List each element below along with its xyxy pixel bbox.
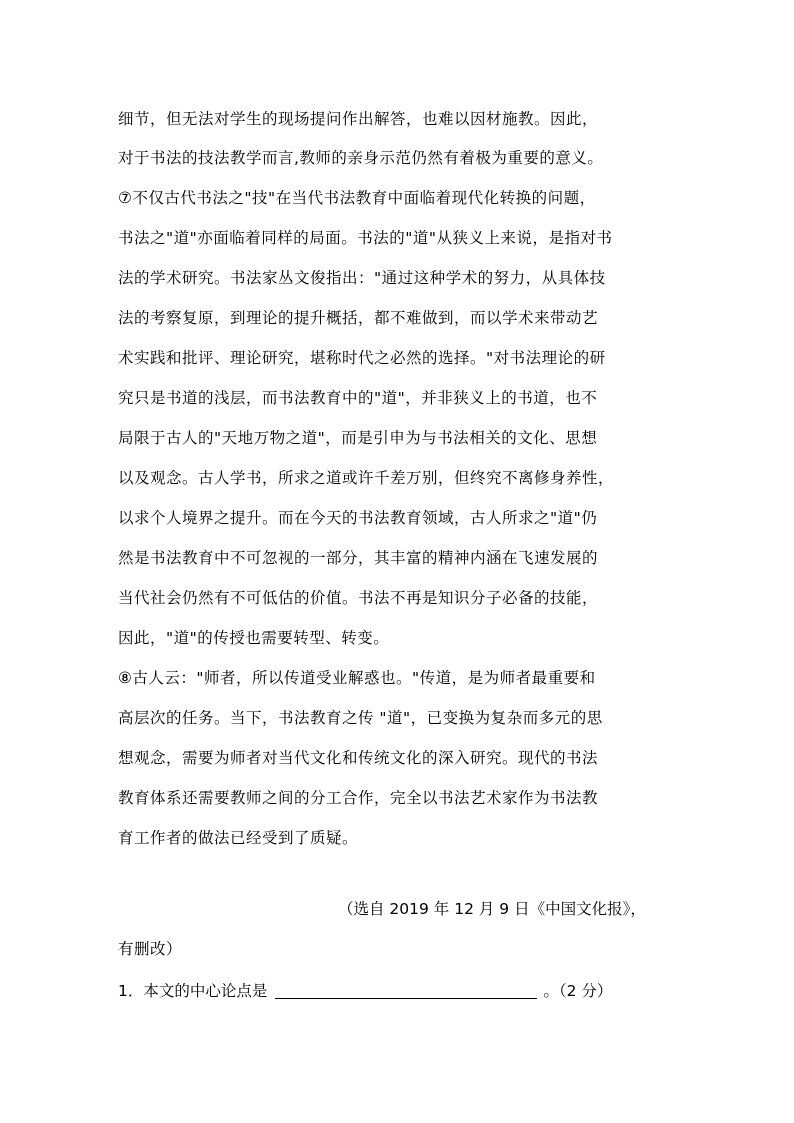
answer-blank[interactable]	[275, 980, 537, 999]
article-line: 想观念，需要为师者对当代文化和传统文化的深入研究。现代的书法	[118, 749, 599, 767]
question-1	[118, 979, 612, 1003]
article-line: 书法之"道"亦面临着同样的局面。书法的"道"从狭义上来说，是指对书	[118, 229, 613, 247]
question-1-suffix: 。（2 分）	[543, 982, 613, 1000]
article-line: 教育体系还需要教师之间的分工合作，完全以书法艺术家作为书法教	[118, 789, 599, 807]
article-line: 当代社会仍然有不可低估的价值。书法不再是知识分子必备的技能，	[118, 589, 599, 607]
article-line: 高层次的任务。当下，书法教育之传 "道"，已变换为复杂而多元的思	[118, 709, 603, 727]
article-line: 以及观念。古人学书，所求之道或许千差万别，但终究不离修身养性，	[118, 469, 615, 487]
article-line: 然是书法教育中不可忽视的一部分，其丰富的精神内涵在飞速发展的	[118, 549, 599, 567]
article-line: 对于书法的技法教学而言,教师的亲身示范仍然有着极为重要的意义。	[118, 149, 604, 167]
article-line: 术实践和批评、理论研究，堪称时代之必然的选择。"对书法理论的研	[118, 349, 606, 367]
article-line: 细节，但无法对学生的现场提问作出解答，也难以因材施教。因此，	[118, 110, 599, 128]
article-line: 法的学术研究。书法家丛文俊指出："通过这种学术的努力，从具体技	[118, 269, 606, 287]
article-line: 以求个人境界之提升。而在今天的书法教育领域，古人所求之"道"仍	[118, 509, 598, 527]
article-line: 局限于古人的"天地万物之道"，而是引申为与书法相关的文化、思想	[118, 429, 598, 447]
article-line: 育工作者的做法已经受到了质疑。	[118, 829, 359, 847]
question-1-prefix: 1．本文的中心论点是	[118, 982, 268, 1000]
article-line: 究只是书道的浅层，而书法教育中的"道"，并非狭义上的书道，也不	[118, 389, 598, 407]
article-line: ⑧古人云："师者，所以传道受业解惑也。"传道，是为师者最重要和	[118, 669, 596, 687]
source-citation: （选自 2019 年 12 月 9 日《中国文化报》，	[338, 900, 646, 918]
article-line: ⑦不仅古代书法之"技"在当代书法教育中面临着现代化转换的问题，	[118, 189, 596, 207]
article-line: 法的考察复原，到理论的提升概括，都不难做到，而以学术来带动艺	[118, 309, 599, 327]
article-line: 因此，"道"的传授也需要转型、转变。	[118, 629, 390, 647]
source-citation-end: 有删改）	[118, 940, 183, 958]
